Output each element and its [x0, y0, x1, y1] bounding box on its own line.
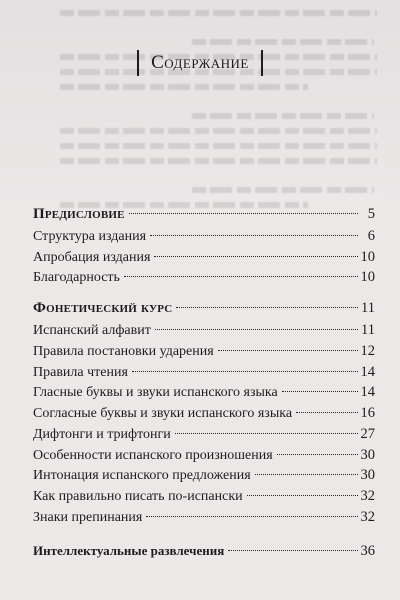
toc-entry	[33, 382, 375, 402]
toc-entry-page: 32	[360, 488, 375, 504]
toc-entry-title: Как правильно писать по-испански	[33, 489, 243, 504]
toc-entry-page: 14	[360, 364, 375, 380]
toc-entry	[33, 424, 375, 444]
toc-entry-page: 30	[360, 467, 375, 483]
toc-entry-page: 11	[361, 300, 375, 316]
toc-entry-title: Гласные буквы и звуки испанского языка	[33, 385, 278, 400]
toc-entry	[33, 320, 375, 340]
toc-leader-dots	[154, 256, 357, 257]
toc-leader-dots	[228, 550, 357, 551]
toc-entry	[33, 226, 375, 246]
toc-leader-dots	[150, 235, 358, 236]
toc-entry-title: Интеллектуальные развлечения	[33, 543, 225, 558]
heading-block	[0, 48, 400, 78]
toc-leader-dots	[146, 516, 357, 517]
toc-leader-dots	[132, 371, 358, 372]
page-heading: Содержание	[137, 48, 263, 78]
toc-entry-page: 16	[360, 405, 375, 421]
toc-leader-dots	[218, 350, 358, 351]
toc-entry	[33, 445, 375, 465]
toc-entry-page: 6	[367, 228, 375, 244]
toc-leader-dots	[155, 329, 358, 330]
toc-entry-page: 32	[360, 509, 375, 525]
toc-entry-title: Согласные буквы и звуки испанского языка	[33, 406, 293, 421]
toc-entry	[33, 267, 375, 287]
toc-entry-title: Испанский алфавит	[33, 323, 151, 338]
toc-leader-dots	[277, 454, 358, 455]
toc-entry-page: 12	[360, 343, 375, 359]
toc-entry	[33, 204, 375, 224]
toc-entry	[33, 541, 375, 561]
toc-leader-dots	[124, 276, 358, 277]
toc-entry	[33, 362, 375, 382]
toc-entry-title: Апробация издания	[33, 250, 151, 265]
toc-entry-page: 14	[360, 384, 375, 400]
toc-entry-page: 36	[360, 543, 375, 559]
toc-leader-dots	[175, 433, 358, 434]
toc-entry	[33, 403, 375, 423]
toc-entry-title: Знаки препинания	[33, 510, 143, 525]
toc-leader-dots	[255, 474, 358, 475]
toc-entry	[33, 247, 375, 267]
toc-entry	[33, 507, 375, 527]
toc-leader-dots	[296, 412, 357, 413]
toc-entry-page: 11	[361, 322, 375, 338]
toc-leader-dots	[129, 213, 358, 214]
toc-entry-title: Структура издания	[33, 229, 147, 244]
toc-entry	[33, 465, 375, 485]
toc-entry	[33, 341, 375, 361]
show-through-text	[60, 10, 390, 230]
toc-entry-page: 10	[360, 249, 375, 265]
toc-entry-page: 5	[367, 206, 375, 222]
toc-leader-dots	[282, 391, 358, 392]
toc-entry-page: 27	[360, 426, 375, 442]
toc-entry-title: Благодарность	[33, 270, 120, 285]
toc-entry-title: Правила постановки ударения	[33, 344, 214, 359]
toc-entry	[33, 486, 375, 506]
toc-entry-title: Особенности испанского произношения	[33, 448, 273, 463]
toc-entry	[33, 298, 375, 318]
toc-entry-page: 10	[360, 269, 375, 285]
toc-leader-dots	[176, 307, 358, 308]
toc-entry-page: 30	[360, 447, 375, 463]
toc-entry-title: Предисловие	[33, 206, 125, 222]
toc-entry-title: Дифтонги и трифтонги	[33, 427, 171, 442]
toc-entry-title: Фонетический курс	[33, 300, 173, 316]
toc-leader-dots	[247, 495, 358, 496]
toc-entry-title: Правила чтения	[33, 365, 128, 380]
toc-entry-title: Интонация испанского предложения	[33, 468, 251, 483]
